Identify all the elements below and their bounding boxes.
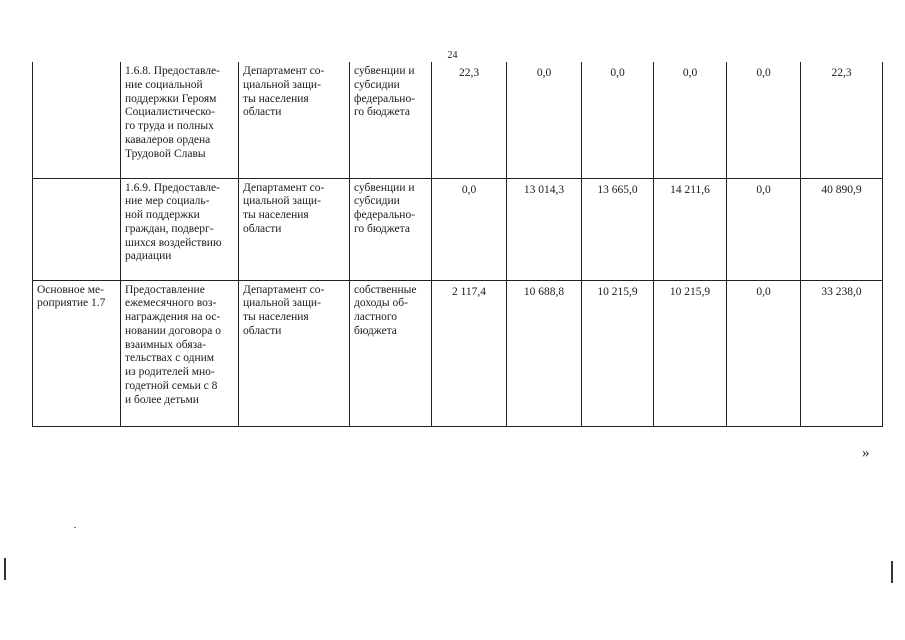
executor-cell: Департамент со- циальной защи- ты населения области bbox=[239, 280, 350, 426]
budget-table bbox=[32, 62, 883, 427]
value-cell: 0,0 bbox=[582, 62, 654, 178]
table-row bbox=[33, 280, 883, 426]
value-cell: 13 014,3 bbox=[507, 178, 582, 280]
scan-speck bbox=[74, 527, 76, 528]
value-cell: 0,0 bbox=[654, 62, 727, 178]
executor-cell: Департамент со- циальной защи- ты населения области bbox=[239, 62, 350, 178]
value-cell: 0,0 bbox=[507, 62, 582, 178]
value-cell: 13 665,0 bbox=[582, 178, 654, 280]
value-cell: 22,3 bbox=[432, 62, 507, 178]
row-code-cell bbox=[33, 62, 121, 178]
value-cell: 2 117,4 bbox=[432, 280, 507, 426]
value-cell: 14 211,6 bbox=[654, 178, 727, 280]
value-cell: 10 688,8 bbox=[507, 280, 582, 426]
measure-name-cell: 1.6.9. Предоставле- ние мер социаль- ной поддержки граждан, подверг- шихся воздействию радиации bbox=[121, 178, 239, 280]
total-value-cell: 33 238,0 bbox=[801, 280, 883, 426]
total-value-cell: 40 890,9 bbox=[801, 178, 883, 280]
table-row bbox=[33, 178, 883, 280]
closing-quote-mark: » bbox=[862, 445, 870, 461]
funding-source-cell: субвенции и субсидии федерально- го бюджета bbox=[350, 62, 432, 178]
value-cell: 10 215,9 bbox=[654, 280, 727, 426]
measure-name-cell: 1.6.8. Предоставле- ние социальной поддержки Героям Социалистическо- го труда и полных кавалеров ордена Трудовой Славы bbox=[121, 62, 239, 178]
funding-source-cell: субвенции и субсидии федерально- го бюджета bbox=[350, 178, 432, 280]
row-code-cell bbox=[33, 178, 121, 280]
value-cell: 0,0 bbox=[727, 280, 801, 426]
executor-cell: Департамент со- циальной защи- ты населения области bbox=[239, 178, 350, 280]
value-cell: 0,0 bbox=[432, 178, 507, 280]
funding-source-cell: собственные доходы об- ластного бюджета bbox=[350, 280, 432, 426]
scan-edge-mark-right bbox=[891, 561, 893, 583]
measure-name-cell: Предоставление ежемесячного воз- награждения на ос- новании договора о взаимных обяза- тельствах с одним из родителей мно- годетной семьи с 8 и более детьми bbox=[121, 280, 239, 426]
page-number: 24 bbox=[447, 50, 458, 61]
total-value-cell: 22,3 bbox=[801, 62, 883, 178]
value-cell: 0,0 bbox=[727, 178, 801, 280]
row-code-cell: Основное ме- роприятие 1.7 bbox=[33, 280, 121, 426]
table-row bbox=[33, 62, 883, 178]
value-cell: 10 215,9 bbox=[582, 280, 654, 426]
value-cell: 0,0 bbox=[727, 62, 801, 178]
scan-edge-mark-left bbox=[4, 558, 6, 580]
